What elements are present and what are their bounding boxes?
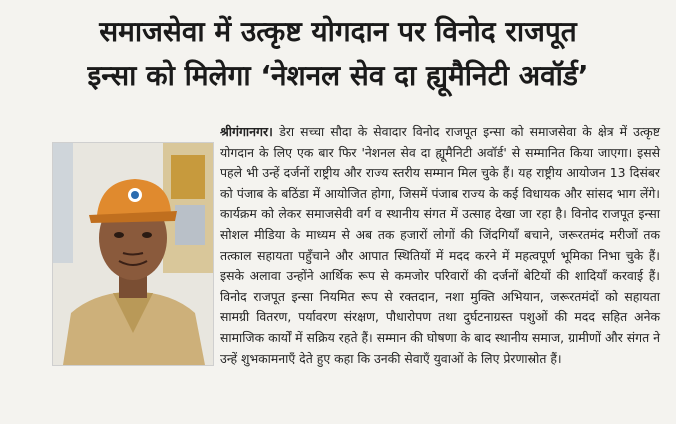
dateline: श्रीगंगानगर। xyxy=(220,124,280,139)
article-body-text: डेरा सच्चा सौदा के सेवादार विनोद राजपूत इन्सा को समाजसेवा के क्षेत्र में उत्कृष्ट योगदान के लिए एक बार फिर 'नेशनल सेव दा ह्यूमैनिटी अवॉर्ड' से सम्मानित किया जाएगा। इससे पहले भी उन्हें दर्जनों राष्ट्रीय और राज्य स्तरीय सम्मान मिल चुके हैं। यह राष्ट्रीय आयोजन 13 दिसंबर को पंजाब के बठिंडा में आयोजित होगा, जिसमें पंजाब राज्य के कई विधायक और सांसद भाग लेंगे। कार्यक्रम को लेकर समाजसेवी वर्ग व स्थानीय संगत में उत्साह देखा जा रहा है। विनोद राजपूत इन्सा सोशल मीडिया के माध्यम से अब तक हजारों लोगों की जिंदगियाँ बचाने, जरूरतमंद मरीजों तक तत्काल सहायता पहुँचाने और आपात स्थितियों में मदद करने में महत्वपूर्ण भूमिका निभा चुके हैं। इसके अलावा उन्होंने आर्थिक रूप से कमजोर परिवारों की दर्जनों बेटियों की शादियाँ करवाई हैं। विनोद राजपूत इन्सा नियमित रूप से रक्तदान, नशा मुक्ति अभियान, जरूरतमंदों को सहायता सामग्री वितरण, पर्यावरण संरक्षण, पौधारोपण तथा दुर्घटनाग्रस्त पशुओं की मदद सहित अनेक सामाजिक कार्यों में सक्रिय रहते हैं। सम्मान की घोषणा के बाद स्थानीय समाज, ग्रामीणों और संगत ने उन्हें शुभकामनाएँ देते हुए कहा कि उनकी सेवाएँ युवाओं के लिए प्रेरणास्रोत हैं। xyxy=(220,124,660,366)
article-body xyxy=(70,122,660,390)
photo-wrap-space xyxy=(70,142,220,390)
article-headline xyxy=(0,10,676,98)
headline-line-2: इन्सा को मिलेगा ‘नेशनल सेव दा ह्यूमैनिटी अवॉर्ड’ xyxy=(87,59,589,92)
cut-previous-article-strip xyxy=(0,0,676,10)
headline-line-1: समाजसेवा में उत्कृष्ट योगदान पर विनोद राजपूत xyxy=(99,15,577,48)
